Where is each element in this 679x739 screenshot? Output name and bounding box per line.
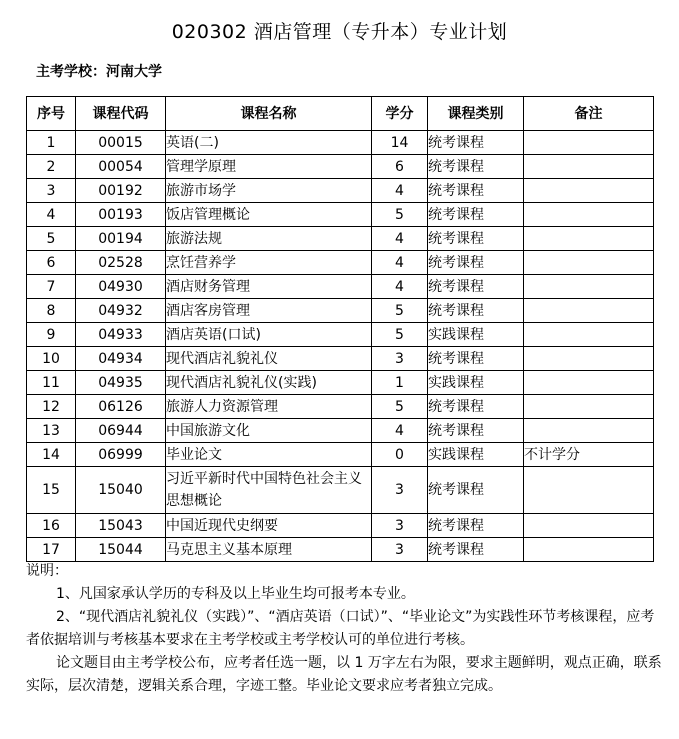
cell-note: [524, 514, 654, 538]
cell-type: 统考课程: [428, 179, 524, 203]
table-header: [27, 97, 654, 131]
table-row: [27, 179, 654, 203]
cell-code: 04934: [76, 347, 166, 371]
cell-type: 统考课程: [428, 467, 524, 514]
cell-note: [524, 179, 654, 203]
header-code: 课程代码: [76, 97, 166, 131]
cell-type: 统考课程: [428, 251, 524, 275]
cell-no: 12: [27, 395, 76, 419]
header-no: 序号: [27, 97, 76, 131]
cell-type: 统考课程: [428, 419, 524, 443]
cell-name: 中国旅游文化: [166, 419, 372, 443]
exam-school: 主考学校：河南大学: [36, 64, 162, 80]
cell-type: 统考课程: [428, 155, 524, 179]
cell-credit: 5: [372, 299, 428, 323]
cell-credit: 3: [372, 538, 428, 562]
cell-credit: 3: [372, 467, 428, 514]
cell-name: 酒店财务管理: [166, 275, 372, 299]
cell-note: [524, 347, 654, 371]
note-item-1: 1、凡国家承认学历的专科及以上毕业生均可报考本专业。: [56, 586, 415, 602]
cell-name: 饭店管理概论: [166, 203, 372, 227]
cell-type: 统考课程: [428, 275, 524, 299]
cell-note: [524, 467, 654, 514]
cell-code: 00015: [76, 131, 166, 155]
cell-credit: 14: [372, 131, 428, 155]
cell-credit: 5: [372, 203, 428, 227]
cell-code: 00054: [76, 155, 166, 179]
cell-note: [524, 275, 654, 299]
cell-note: 不计学分: [524, 443, 654, 467]
notes-section: [26, 560, 666, 698]
cell-no: 4: [27, 203, 76, 227]
cell-note: [524, 299, 654, 323]
cell-note: [524, 323, 654, 347]
table-row: [27, 323, 654, 347]
cell-type: 实践课程: [428, 443, 524, 467]
cell-code: 06944: [76, 419, 166, 443]
cell-name: 旅游法规: [166, 227, 372, 251]
header-type: 课程类别: [428, 97, 524, 131]
cell-type: 实践课程: [428, 371, 524, 395]
cell-credit: 3: [372, 347, 428, 371]
cell-no: 14: [27, 443, 76, 467]
cell-code: 15040: [76, 467, 166, 514]
header-credit: 学分: [372, 97, 428, 131]
cell-credit: 1: [372, 371, 428, 395]
cell-no: 17: [27, 538, 76, 562]
table-row: [27, 443, 654, 467]
cell-credit: 0: [372, 443, 428, 467]
cell-name: 马克思主义基本原理: [166, 538, 372, 562]
cell-credit: 4: [372, 419, 428, 443]
cell-no: 15: [27, 467, 76, 514]
cell-code: 15043: [76, 514, 166, 538]
header-note: 备注: [524, 97, 654, 131]
cell-no: 10: [27, 347, 76, 371]
cell-type: 统考课程: [428, 131, 524, 155]
cell-name: 酒店客房管理: [166, 299, 372, 323]
cell-no: 16: [27, 514, 76, 538]
cell-code: 04933: [76, 323, 166, 347]
cell-code: 00193: [76, 203, 166, 227]
header-row: [27, 97, 654, 131]
cell-name: 管理学原理: [166, 155, 372, 179]
cell-code: 04935: [76, 371, 166, 395]
table-row: [27, 467, 654, 514]
cell-type: 统考课程: [428, 538, 524, 562]
cell-credit: 5: [372, 395, 428, 419]
cell-no: 3: [27, 179, 76, 203]
cell-note: [524, 227, 654, 251]
cell-code: 00194: [76, 227, 166, 251]
table-row: [27, 514, 654, 538]
cell-code: 04932: [76, 299, 166, 323]
cell-name: 中国近现代史纲要: [166, 514, 372, 538]
notes-heading: 说明：: [26, 563, 68, 579]
table-row: [27, 538, 654, 562]
cell-no: 9: [27, 323, 76, 347]
course-plan-table: [26, 96, 654, 562]
note-item-3: 论文题目由主考学校公布，应考者任选一题，以 1 万字左右为限，要求主题鲜明，观点正确，联系实际，层次清楚，逻辑关系合理，字迹工整。毕业论文要求应考者独立完成。: [26, 655, 662, 694]
page-title: 020302 酒店管理（专升本）专业计划: [171, 21, 508, 43]
cell-no: 6: [27, 251, 76, 275]
note-item-2: 2、“现代酒店礼貌礼仪（实践）”、“酒店英语（口试）”、“毕业论文”为实践性环节考核课程，应考者依据培训与考核基本要求在主考学校或主考学校认可的单位进行考核。: [26, 609, 655, 648]
cell-name: 旅游市场学: [166, 179, 372, 203]
cell-code: 15044: [76, 538, 166, 562]
table-row: [27, 347, 654, 371]
cell-note: [524, 155, 654, 179]
cell-name: 旅游人力资源管理: [166, 395, 372, 419]
cell-type: 统考课程: [428, 227, 524, 251]
header-name: 课程名称: [166, 97, 372, 131]
cell-name: 酒店英语(口试): [166, 323, 372, 347]
cell-note: [524, 371, 654, 395]
cell-note: [524, 131, 654, 155]
cell-note: [524, 538, 654, 562]
table-row: [27, 251, 654, 275]
cell-no: 5: [27, 227, 76, 251]
cell-type: 统考课程: [428, 203, 524, 227]
cell-type: 统考课程: [428, 347, 524, 371]
table-row: [27, 419, 654, 443]
table-row: [27, 227, 654, 251]
cell-credit: 4: [372, 275, 428, 299]
cell-name: 英语(二): [166, 131, 372, 155]
table-row: [27, 371, 654, 395]
table-body: [27, 131, 654, 562]
table-row: [27, 299, 654, 323]
cell-credit: 6: [372, 155, 428, 179]
cell-credit: 4: [372, 179, 428, 203]
cell-code: 02528: [76, 251, 166, 275]
cell-type: 统考课程: [428, 395, 524, 419]
cell-name: 现代酒店礼貌礼仪(实践): [166, 371, 372, 395]
cell-no: 1: [27, 131, 76, 155]
cell-name: 烹饪营养学: [166, 251, 372, 275]
cell-code: 04930: [76, 275, 166, 299]
cell-type: 实践课程: [428, 323, 524, 347]
cell-name: 习近平新时代中国特色社会主义思想概论: [166, 467, 372, 514]
cell-note: [524, 419, 654, 443]
cell-note: [524, 251, 654, 275]
cell-credit: 4: [372, 227, 428, 251]
cell-credit: 4: [372, 251, 428, 275]
table-row: [27, 275, 654, 299]
table-row: [27, 131, 654, 155]
cell-no: 11: [27, 371, 76, 395]
cell-credit: 3: [372, 514, 428, 538]
cell-note: [524, 203, 654, 227]
cell-no: 2: [27, 155, 76, 179]
cell-credit: 5: [372, 323, 428, 347]
cell-no: 13: [27, 419, 76, 443]
cell-code: 00192: [76, 179, 166, 203]
table-row: [27, 155, 654, 179]
cell-name: 毕业论文: [166, 443, 372, 467]
cell-note: [524, 395, 654, 419]
cell-no: 7: [27, 275, 76, 299]
table-row: [27, 395, 654, 419]
cell-no: 8: [27, 299, 76, 323]
cell-code: 06999: [76, 443, 166, 467]
table-row: [27, 203, 654, 227]
cell-type: 统考课程: [428, 299, 524, 323]
cell-name: 现代酒店礼貌礼仪: [166, 347, 372, 371]
cell-code: 06126: [76, 395, 166, 419]
cell-type: 统考课程: [428, 514, 524, 538]
